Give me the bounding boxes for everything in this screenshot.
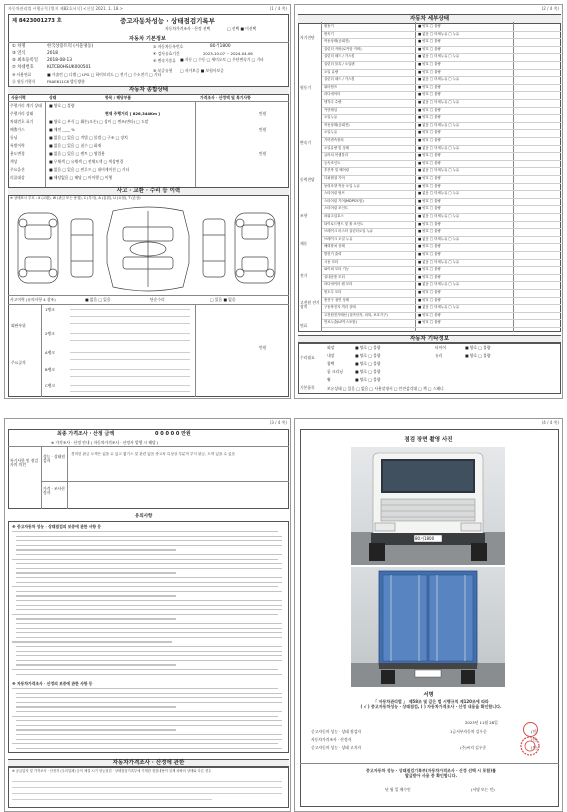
status-row-9: 리콜대상 [10, 175, 25, 180]
fine-print-line [16, 725, 282, 726]
basic-label-4: ⑨ 사용연료 [12, 72, 32, 77]
fine-print-line [16, 646, 282, 647]
status-row-2: 차대번호 표기 [10, 119, 34, 124]
fine-print-line [16, 660, 282, 661]
detail-item-checkbox[interactable]: ■ 없음 □ 미세누유 □ 누유 [418, 236, 460, 241]
mileage-value: 현재 주행거리 [ 826,344Km ] [105, 111, 160, 116]
detail-row-divider [322, 274, 561, 275]
section-8: 연료 [300, 323, 308, 328]
fine-print-line [16, 720, 282, 721]
section-1: 원동기 [300, 85, 312, 90]
signer-role-2: 중고자동차 성능 · 상태 고지자 [311, 745, 362, 750]
page-title: 중고자동차성능 · 상태점검기록부 [120, 17, 215, 25]
section-0: 자기진단 [300, 35, 315, 40]
detail-item-checkbox[interactable]: ■ 없음 □ 미세누유 □ 누유 [418, 259, 460, 264]
detail-item-label: 등속조인트 [324, 160, 341, 165]
receipt-statement: 중고자동차 성능 · 상태점검기록부(자동차가격조사 · 산정 선택 시 포함)를 발급받아 사용 중 확인합니다. [366, 768, 496, 778]
detail-item-checkbox[interactable]: ■ 양호 □ 불량 [418, 320, 441, 325]
signer-mark-1: (인) [531, 737, 538, 742]
status-checkbox-row-5[interactable]: ■ 없음 □ 있음 □ 침수 □ 화재 [49, 143, 102, 148]
car-top-view [107, 207, 189, 291]
final-price-value: 0 0 0 0 0 만원 [155, 431, 191, 437]
detail-item-checkbox[interactable]: ■ 양호 □ 불량 [418, 84, 441, 89]
status-row-5: 특별이력 [10, 143, 25, 148]
repair-item-1: 내장 [327, 353, 335, 358]
price-unit-3: 만원 [259, 345, 267, 350]
fine-print-line [16, 595, 176, 596]
detail-item-label: 워터펌프 [324, 84, 338, 89]
status-row-6: 용도변경 [10, 151, 25, 156]
detail-item-checkbox[interactable]: ■ 양호 □ 불량 [418, 115, 441, 120]
fine-print-line [16, 577, 282, 578]
fine-print-line [16, 711, 282, 712]
fine-print-line [12, 688, 278, 689]
detail-item-label: 커먼레일 [324, 107, 338, 112]
detail-row-divider [322, 160, 561, 161]
status-checkbox-row-4[interactable]: ■ 없음 □ 있음 □ 적법 □ 불법 □ 구조 □ 장치 [49, 135, 128, 140]
page-number: (2 / 4 쪽) [541, 6, 559, 11]
detail-item-label: 배력장치 상태 [324, 244, 345, 249]
signer-role-0: 중고자동차 성능 · 상태 점검자 [311, 729, 362, 734]
section-3: 동력전달 [300, 177, 315, 182]
detail-item-checkbox[interactable]: ■ 없음 □ 미세누유 □ 누유 [418, 168, 460, 173]
repair-item-6: 유리 [435, 353, 443, 358]
detail-item-label: 연료누출(LP가스포함) [324, 320, 357, 325]
detail-item-label: 디퍼렌셜 기어 [324, 176, 345, 180]
detail-row-divider [322, 266, 561, 267]
sign-date: 2023년 11월 28일 [465, 720, 498, 725]
price-option-select[interactable]: □ 선택 ■ 미선택 [227, 26, 257, 31]
detail-item-checkbox[interactable]: ■ 양호 □ 불량 [418, 274, 441, 279]
fine-print-line [16, 739, 282, 740]
section-5: 제동 [300, 241, 308, 246]
detail-item-label: 구동축전지 격리 상태 [324, 305, 356, 310]
part-group-6: C랭크 [45, 383, 55, 388]
repair-check-1[interactable]: ■ 양호 □ 불량 [355, 353, 381, 358]
detail-row-divider [322, 289, 561, 290]
detail-item-label: 냉각수 수량 [324, 100, 342, 104]
plate-number: 80거1800 [210, 44, 231, 49]
detail-item-checkbox[interactable]: ■ 양호 □ 불량 [418, 183, 441, 188]
detail-item-label: 오일 유량 [324, 69, 339, 74]
price-unit-0: 만원 [259, 111, 267, 116]
basic-right-label-0: ② 자동차등록번호 [153, 44, 184, 49]
fine-print-line [16, 618, 176, 619]
detail-item-label: 발전기 출력 [324, 252, 342, 256]
detail-item-checkbox[interactable]: ■ 양호 □ 불량 [418, 160, 441, 165]
detail-item-checkbox[interactable]: ■ 양호 □ 불량 [418, 130, 441, 135]
basic-label-3: ⑦ 차대번호 [12, 65, 34, 70]
repair-check-6[interactable]: ■ 양호 □ 불량 [465, 353, 491, 358]
section-7: 고전원 전기장치 [300, 300, 320, 309]
basic-right-label-2: ⑥ 변속기종류 [153, 58, 176, 63]
detail-item-checkbox[interactable]: ■ 양호 □ 불량 [418, 312, 441, 317]
fine-print-line [12, 559, 278, 560]
truck-rear-image [351, 567, 505, 687]
detail-item-checkbox[interactable]: ■ 없음 □ 미세누유 □ 누유 [418, 77, 460, 82]
vehicle-damage-diagram [13, 205, 283, 293]
detail-row-divider [322, 327, 561, 328]
inspection-page-1 [4, 4, 291, 399]
car-right-side-view [235, 213, 275, 283]
detail-item-checkbox[interactable]: ■ 없음 □ 미세누유 □ 누유 [418, 305, 460, 310]
detail-item-checkbox[interactable]: ■ 양호 □ 불량 [418, 92, 441, 97]
price-guide-note: ※ 가격조사 · 산정 안내 ( 자동차가격조사 · 산정사 발행 시 해당 ) [51, 440, 159, 445]
detail-row-divider [322, 137, 561, 138]
detail-item-label: 작동상태(공회전) [324, 39, 350, 44]
fuel-checkboxes[interactable]: ■ 가솔린 □ 디젤 □ LPG □ 하이브리드 □ 전기 □ 수소전기 □ 기타 [47, 72, 162, 77]
fine-print-line [16, 540, 282, 541]
fine-print-line [16, 591, 282, 592]
detail-item-label: 오일유량 및 상태 [324, 145, 350, 150]
part-group-3: 주요골격 [11, 360, 26, 365]
notice-title: 유의사항 [135, 514, 153, 519]
detail-item-checkbox[interactable]: ■ 양호 □ 불량 [418, 138, 441, 142]
damage-legend: ※ 상태표시 부호 : X (교환), W (판금 또는 용접), C (부식), A (흠집), U (요철), T (손상) [10, 196, 141, 200]
detail-item-label: 실린더 블록 / 오일팬 [324, 62, 355, 66]
detail-item-label: 원동기 [324, 24, 334, 28]
status-checkbox-row-3[interactable]: ■ 매연 ____ % [49, 127, 75, 132]
detail-item-label: 기어변속장치 [324, 138, 344, 142]
detail-item-label: 브레이크 오일 누유 [324, 236, 353, 241]
detail-item-checkbox[interactable]: ■ 양호 □ 불량 [418, 39, 441, 44]
detail-row-divider [322, 114, 561, 115]
simple-repair-checkboxes[interactable]: □ 있음 ■ 없음 [210, 297, 236, 302]
basic-label-0: ① 차명 [12, 44, 26, 49]
detail-row-divider [322, 205, 561, 206]
basic-label-1: ③ 연식 [12, 51, 26, 56]
car-left-side-view [18, 213, 58, 283]
detail-item-label: 고전원전기배선 (접속단자, 피복, 보호기구) [324, 312, 388, 317]
detail-item-checkbox[interactable]: ■ 없음 □ 미세누유 □ 누유 [418, 191, 460, 196]
page-number: (4 / 4 쪽) [541, 420, 559, 425]
detail-item-checkbox[interactable]: ■ 양호 □ 불량 [418, 221, 441, 226]
basic-value-3: KLTCB0HSUK000501 [47, 65, 91, 70]
detail-row-divider [322, 38, 561, 39]
photo-title: 점검 장면 촬영 사진 [404, 437, 453, 443]
sign-statement: 「 자동차관리법 」 제58조 및 같은 법 시행규칙 제120조에 따라 ( √ ) 중고자동차성능 · 상태점검, ( ) 자동차가격조사 · 산정 내용을 확인합니다. [360, 699, 502, 709]
total-status-title: 자동차 종합상태 [8, 86, 289, 95]
basic-info-title: 자동차 기본정보 [129, 36, 166, 42]
detail-item-checkbox[interactable]: ■ 양호 □ 불량 [418, 290, 441, 294]
fine-print-line [16, 582, 282, 583]
other-row-1: 기본품목 [300, 385, 315, 390]
detail-item-checkbox[interactable]: ■ 양호 □ 불량 [418, 297, 441, 302]
other-info-title: 자동차 기타정보 [298, 335, 561, 344]
detail-item-checkbox[interactable]: ■ 양호 □ 불량 [418, 153, 441, 158]
truck-plate: 80거1800 [415, 536, 435, 541]
fine-print-line [12, 641, 172, 642]
repair-check-3[interactable]: ■ 양호 □ 불량 [355, 369, 381, 374]
detail-item-label: 스티어링 조인트 [324, 206, 349, 211]
fine-print-line [12, 586, 278, 587]
detail-item-label: 스티어링 기어(MDPS포함) [324, 198, 364, 203]
signer-name-0: 1급서부자동차 김우중 [450, 729, 487, 734]
fine-print-line [16, 693, 282, 694]
accident-row: 사고이력 (유의사항 4 참조) [10, 297, 56, 302]
section-2: 변속기 [300, 140, 312, 145]
detail-row-divider [322, 129, 561, 130]
status-row-0: 주행거리 계기 상태 [10, 103, 42, 108]
fine-print-line [16, 651, 282, 652]
fine-print-line [16, 628, 282, 629]
repair-check-4[interactable]: ■ 양호 □ 불량 [355, 377, 381, 382]
fine-print-line [16, 655, 282, 656]
fine-print-line [16, 702, 282, 703]
detail-row-divider [322, 91, 561, 92]
warranty-title: ※ 중고자동차 성능 · 상태점검의 보증에 관한 사항 등 [12, 524, 102, 529]
fine-print-line [12, 716, 278, 717]
accident-checkboxes[interactable]: ■ 없음 □ 있음 [85, 297, 111, 302]
signer-mark-0: (인) [531, 729, 538, 734]
col-item: 항목 / 해당부품 [105, 95, 132, 100]
section-6: 전기 [300, 273, 308, 278]
fine-print-line [16, 600, 282, 601]
fine-print-line [16, 697, 282, 698]
col-status: 상태 [49, 95, 57, 100]
status-checkbox-row-2[interactable]: ■ 양호 □ 부식 □ 훼손(오손) □ 상이 □ 변조(변타) □ 도말 [49, 119, 149, 124]
repair-item-5: 타이어 [435, 345, 447, 350]
detail-row-divider [322, 152, 561, 153]
repair-item-0: 외장 [327, 345, 335, 350]
part-group-1: 1랭크 [45, 307, 55, 312]
detail-item-label: 충전구 절연 상태 [324, 297, 350, 302]
part-group-2: 2랭크 [45, 331, 55, 336]
fine-print-line [16, 536, 282, 537]
page-header-left: 자동차관리법 시행규칙 [별지 제82호서식] <신설 2021. 1. 18.> [8, 6, 123, 11]
detail-item-label: 라디에이터 팬 모터 [324, 282, 353, 287]
detail-item-checkbox[interactable]: ■ 없음 □ 미세누유 □ 누유 [418, 145, 460, 150]
detail-item-checkbox[interactable]: ■ 없음 □ 미세누유 □ 누유 [418, 31, 460, 36]
signer-name-2: (주)씨지 김우중 [460, 745, 487, 750]
detail-item-checkbox[interactable]: ■ 양호 □ 불량 [418, 229, 441, 234]
part-group-4: A랭크 [45, 350, 55, 355]
detail-item-label: 실린더 헤드 / 가스킷 [324, 77, 355, 82]
fine-print-line [16, 664, 176, 665]
receipt-date: 년 월 일 매수인 [385, 787, 411, 792]
detail-row-divider [322, 297, 561, 298]
repair-item-4: 휠 [327, 377, 331, 382]
detail-item-label: 동력조향 작동 오일 누유 [324, 183, 360, 188]
repair-item-3: 룸 크리닝 [327, 369, 343, 374]
detail-item-label: 윈도우 모터 [324, 290, 342, 294]
col-price: 가격조사 · 산정액 및 특기사항 [200, 95, 251, 100]
detail-item-checkbox[interactable]: ■ 양호 □ 불량 [418, 176, 441, 180]
fine-print-line [16, 729, 176, 730]
repair-check-2[interactable]: ■ 양호 □ 불량 [355, 361, 381, 366]
inspector-opinion: 경미한 판금 도색은 있을 수 있고 휠기스 및 관련 없음 중고차 특성상 부분적 부식 판금, 도색 있을 수 있음 [71, 452, 236, 456]
price-unit-1: 만원 [259, 127, 267, 132]
status-checkbox-row-0[interactable]: ■ 양호 □ 불량 [49, 103, 75, 108]
detail-row-divider [322, 175, 561, 176]
transmission-checkboxes[interactable]: ■ 자동 □ 수동 □ 세미오토 □ 무단변속기 □ 기타 [180, 57, 264, 62]
status-row-7: 색상 [10, 159, 18, 164]
inspection-page-4 [294, 418, 563, 812]
detail-item-checkbox[interactable]: ■ 없음 □ 미세누유 □ 누유 [418, 100, 460, 104]
detail-item-label: 실린더 커버(로커암 커버) [324, 46, 362, 51]
detail-row-divider [322, 251, 561, 252]
detail-row-divider [322, 84, 561, 85]
fine-print-line [12, 531, 278, 532]
other-row-0: 수리필요 [300, 355, 315, 360]
truck-front-photo [351, 447, 505, 565]
status-row-3: 배출가스 [10, 127, 25, 132]
basic-value-0: 한국상용트럭 (서울냉동) [47, 44, 94, 49]
page-number: (3 / 4 쪽) [269, 420, 287, 425]
sign-title: 서명 [423, 692, 434, 698]
fine-print-line [16, 632, 282, 633]
fine-print-line [16, 637, 282, 638]
detail-item-label: 스티어링 펌프 [324, 191, 345, 196]
status-row-4: 튜닝 [10, 135, 18, 140]
detail-item-checkbox[interactable]: ■ 양호 □ 불량 [418, 46, 441, 51]
basic-item-checks[interactable]: 보유상태 □ 있음 □ 없음 □ 사용설명서 □ 안전삼각대 □ 잭 □ 스패너 [327, 386, 444, 391]
page-number: (1 / 4 쪽) [269, 6, 287, 11]
basic-label-5: ⑪ 원동기형식 [12, 79, 36, 84]
fine-print-line [16, 568, 282, 569]
fine-print-line [12, 614, 278, 615]
side-label-0: 특기사항 및 점검자의 의견 [10, 458, 39, 468]
detail-item-checkbox[interactable]: ■ 없음 □ 미세누유 □ 누유 [418, 282, 460, 287]
signer-role-1: 자동차가격조사 · 산정자 [311, 737, 352, 742]
fine-print-line [12, 669, 278, 670]
detail-item-checkbox[interactable]: ■ 양호 □ 불량 [418, 107, 441, 112]
basic-value-1: 2018 [47, 51, 58, 56]
detail-item-checkbox[interactable]: ■ 없음 □ 미세누유 □ 누유 [418, 214, 460, 218]
receipt-sign[interactable]: (서명 또는 인) [471, 787, 495, 792]
price-unit-2: 만원 [259, 151, 267, 156]
detail-item-checkbox[interactable]: ■ 없음 □ 미세누유 □ 누유 [418, 54, 460, 59]
side-label-1: 성능 · 상태점검자 [43, 454, 65, 464]
status-checkbox-row-9[interactable]: ■ 해당없음 □ 해당 □ 미이행 □ 이행 [49, 175, 113, 180]
side-label-2: 가격 · 조사산정자 [43, 486, 65, 496]
fine-print-line [16, 572, 176, 573]
part-group-5: B랭크 [45, 367, 55, 372]
detail-item-label: 작동상태(공회전) [324, 122, 350, 127]
detail-item-label: 와이퍼 모터 기능 [324, 267, 350, 272]
basic-right-label-3: ⑧ 보증유형 [153, 68, 173, 73]
fine-print-line [16, 674, 282, 675]
truck-front-image [351, 447, 505, 565]
fine-print-line [16, 706, 176, 707]
footer-note: ※ 공급업자 및 가격조사 · 산정자 (우리업체) 등이 체결 시기 성능점검 · 상태점검기록부에 기재한 점검내용이 실제 차량의 상태와 다른 경우 [12, 769, 212, 773]
fine-print-line [16, 549, 176, 550]
basic-value-5: F6AE611C8 발동방향 [47, 79, 85, 84]
detail-item-label: 오일누유 [324, 130, 338, 135]
detail-item-label: 실린더 헤드 / 가스킷 [324, 54, 355, 59]
truck-rear-photo [351, 567, 505, 687]
seal-stamp-2 [519, 735, 541, 757]
detail-item-label: 시동 모터 [324, 259, 339, 264]
damage-title: 사고 · 교환 · 수리 등 이력 [8, 187, 289, 196]
detail-row-divider [322, 61, 561, 62]
basic-right-label-1: ④ 검사유효기간 [153, 51, 180, 56]
status-checkbox-row-7[interactable]: ■ 무채색 □ 유채색 □ 전체도색 □ 색상변경 [49, 159, 124, 164]
detail-item-label: 브레이크 마스터 실린더오일 누유 [324, 229, 374, 234]
detail-item-checkbox[interactable]: ■ 없음 □ 미세누유 □ 누유 [418, 122, 460, 127]
fine-print-line [16, 748, 282, 749]
inspection-page-3 [4, 418, 291, 812]
price-notice-title: ※ 자동차가격조사 · 산정의 보증에 관한 사항 등 [12, 681, 93, 686]
detail-title: 자동차 세부상태 [298, 14, 561, 24]
fine-print-line [16, 563, 282, 564]
final-price-title: 최종 가격조사 · 산정 금액 [57, 431, 115, 437]
fine-print-line [16, 734, 282, 735]
detail-item-checkbox[interactable]: ■ 양호 □ 불량 [418, 24, 441, 28]
doc-number: 제 8423001273 호 [12, 18, 62, 24]
detail-item-label: 클러치 어셈블리 [324, 153, 349, 158]
detail-item-label: 라디에이터 [324, 92, 341, 97]
fine-print-line [16, 623, 282, 624]
detail-item-label: 타이로드엔드 및 볼 조인트 [324, 221, 364, 226]
status-checkbox-row-6[interactable]: ■ 없음 □ 있음 □ 렌트 □ 영업용 [49, 151, 105, 156]
status-row-8: 주요옵션 [10, 167, 25, 172]
fine-print-line [12, 743, 278, 744]
detail-item-label: 오일누유 [324, 115, 338, 120]
section-4: 조향 [300, 213, 308, 218]
price-option-label: 자동차가격조사 · 산정 선택 [165, 26, 211, 31]
detail-row-divider [322, 319, 561, 320]
detail-item-checkbox[interactable]: ■ 양호 □ 불량 [418, 267, 441, 272]
detail-item-label: 파워고압호스 [324, 214, 344, 218]
fine-print-line [16, 609, 282, 610]
footer-title: 자동차가격조사 · 산정에 관한 [8, 759, 289, 768]
detail-item-checkbox[interactable]: ■ 양호 □ 불량 [418, 198, 441, 203]
status-checkbox-row-8[interactable]: ■ 없음 □ 있음 □ 썬루프 □ 네비게이션 □ 기타 [49, 167, 130, 172]
detail-item-checkbox[interactable]: ■ 양호 □ 불량 [418, 69, 441, 74]
detail-item-checkbox[interactable]: ■ 양호 □ 불량 [418, 62, 441, 66]
repair-check-5[interactable]: ■ 양호 □ 불량 [465, 345, 491, 350]
fine-print-line [16, 554, 282, 555]
basic-value-2: 2018-08-13 [47, 58, 72, 63]
fine-print-line [16, 545, 282, 546]
detail-item-label: 변속기 [324, 31, 334, 36]
inspection-page-2 [294, 4, 563, 399]
detail-item-label: 추진축 및 베어링 [324, 168, 350, 173]
detail-row-divider [322, 69, 561, 70]
basic-label-2: ⑤ 최초등록일 [12, 58, 38, 63]
detail-row-divider [322, 243, 561, 244]
warranty-checkboxes[interactable]: □ 자가보증 ■ 보험사보증 [180, 68, 224, 73]
col-usage: 사용이력 [11, 95, 26, 100]
inspection-validity: 2023-10-07 ~ 2024-04-06 [203, 51, 253, 56]
detail-row-divider [322, 107, 561, 108]
simple-repair-row: 단순수리 [150, 297, 165, 302]
status-row-1: 주행거리 상태 [10, 111, 34, 116]
detail-item-label: 실내송풍 모터 [324, 274, 345, 279]
part-group-0: 외판부위 [11, 323, 26, 328]
repair-item-2: 광택 [327, 361, 335, 366]
repair-check-0[interactable]: ■ 양호 □ 불량 [355, 345, 381, 350]
fine-print-line [16, 605, 282, 606]
signer-mark-2: (인) [531, 745, 538, 750]
detail-item-checkbox[interactable]: ■ 양호 □ 불량 [418, 252, 441, 256]
detail-item-checkbox[interactable]: ■ 양호 □ 불량 [418, 206, 441, 211]
detail-item-checkbox[interactable]: ■ 양호 □ 불량 [418, 244, 441, 249]
